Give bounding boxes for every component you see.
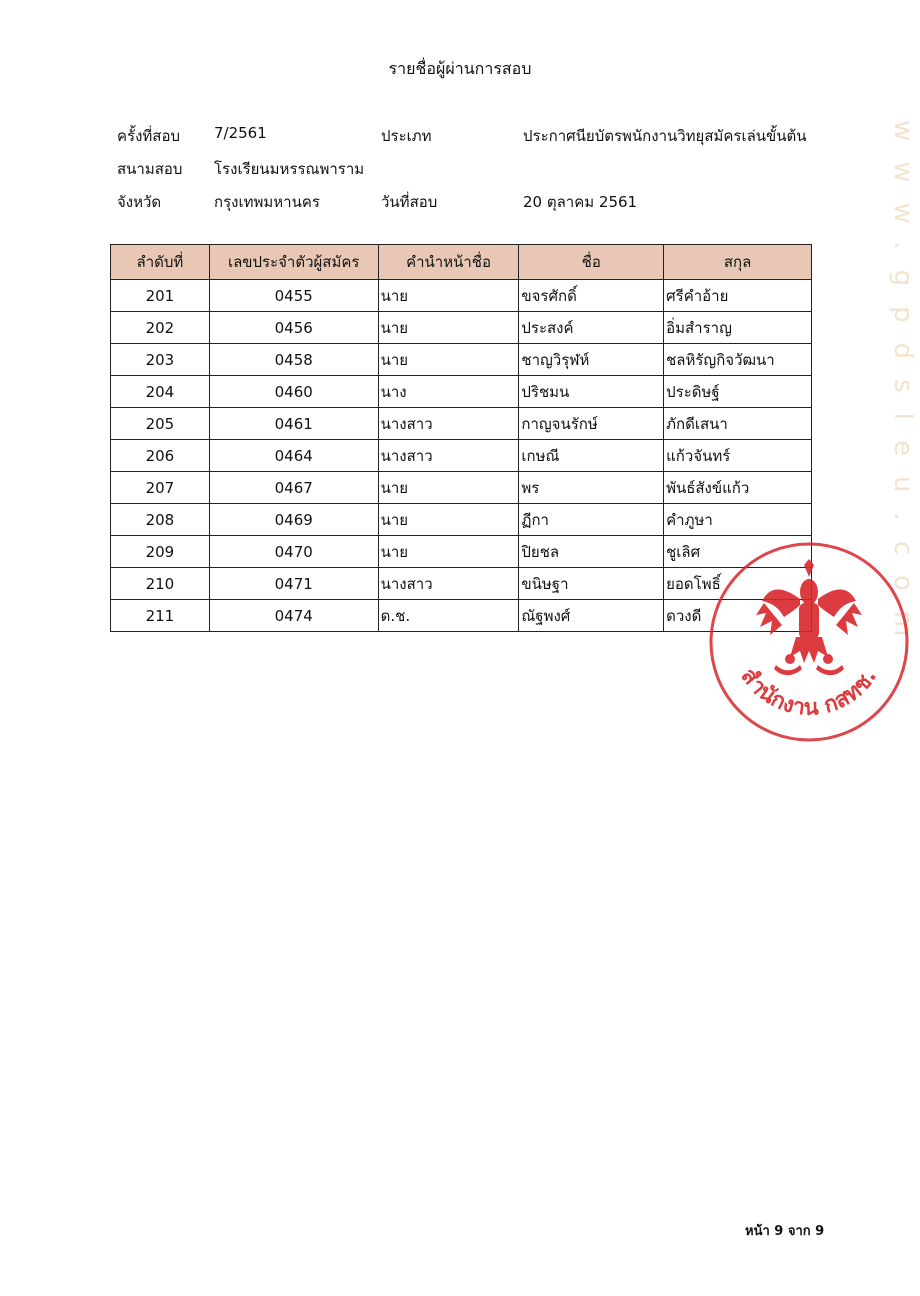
cell-prefix: นาย [378, 536, 519, 568]
cell-prefix: นาย [378, 312, 519, 344]
type-value: ประกาศนียบัตรพนักงานวิทยุสมัครเล่นขั้นต้น [523, 127, 807, 145]
cell-applicant-id: 0464 [209, 440, 378, 472]
cell-last-name: ชูเลิศ [664, 536, 812, 568]
province-label: จังหวัด [117, 193, 162, 211]
cell-order: 208 [111, 504, 210, 536]
page-title: รายชื่อผู้ผ่านการสอบ [388, 59, 532, 78]
table-header-row [111, 245, 812, 280]
cell-first-name: ขนิษฐา [519, 568, 664, 600]
cell-first-name: ปิยชล [519, 536, 664, 568]
svg-text:สำนักงาน กสทช. [736, 664, 882, 721]
cell-applicant-id: 0467 [209, 472, 378, 504]
cell-prefix: นาย [378, 344, 519, 376]
cell-applicant-id: 0474 [209, 600, 378, 632]
date-label: วันที่สอบ [381, 193, 438, 211]
cell-first-name: เกษณี [519, 440, 664, 472]
cell-first-name: ประสงค์ [519, 312, 664, 344]
table-row [111, 312, 812, 344]
header-last-name: สกุล [664, 245, 812, 280]
cell-prefix: นาย [378, 504, 519, 536]
cell-prefix: นางสาว [378, 568, 519, 600]
cell-order: 202 [111, 312, 210, 344]
cell-prefix: นางสาว [378, 440, 519, 472]
garuda-emblem-icon [756, 559, 862, 675]
cell-applicant-id: 0461 [209, 408, 378, 440]
round-label: ครั้งที่สอบ [117, 127, 180, 145]
venue-label: สนามสอบ [117, 160, 183, 178]
table-row [111, 472, 812, 504]
cell-order: 201 [111, 280, 210, 312]
venue-value: โรงเรียนมหรรณพาราม [214, 160, 365, 178]
website-watermark: www.gpdsleu.com [888, 120, 918, 657]
cell-first-name: ชาญวิรุฬห์ [519, 344, 664, 376]
cell-prefix: ด.ช. [378, 600, 519, 632]
cell-order: 209 [111, 536, 210, 568]
cell-order: 204 [111, 376, 210, 408]
cell-applicant-id: 0470 [209, 536, 378, 568]
cell-applicant-id: 0456 [209, 312, 378, 344]
cell-applicant-id: 0458 [209, 344, 378, 376]
cell-order: 210 [111, 568, 210, 600]
cell-last-name: อิ่มสำราญ [664, 312, 812, 344]
cell-prefix: นาย [378, 472, 519, 504]
cell-first-name: ณัฐพงศ์ [519, 600, 664, 632]
cell-first-name: กาญจนรักษ์ [519, 408, 664, 440]
cell-applicant-id: 0460 [209, 376, 378, 408]
cell-last-name: ยอดโพธิ์ [664, 568, 812, 600]
round-value: 7/2561 [214, 124, 267, 142]
header-applicant-id: เลขประจำตัวผู้สมัคร [209, 245, 378, 280]
cell-last-name: ประดิษฐ์ [664, 376, 812, 408]
seal-text: สำนักงาน กสทช. [735, 663, 883, 721]
cell-last-name: ภักดีเสนา [664, 408, 812, 440]
cell-prefix: นาง [378, 376, 519, 408]
table-row [111, 376, 812, 408]
cell-order: 205 [111, 408, 210, 440]
cell-applicant-id: 0471 [209, 568, 378, 600]
table-row [111, 344, 812, 376]
cell-last-name: พันธ์สังข์แก้ว [664, 472, 812, 504]
cell-prefix: นางสาว [378, 408, 519, 440]
cell-last-name: คำภูษา [664, 504, 812, 536]
cell-applicant-id: 0455 [209, 280, 378, 312]
cell-order: 211 [111, 600, 210, 632]
cell-last-name: ศรีคำอ้าย [664, 280, 812, 312]
date-value: 20 ตุลาคม 2561 [523, 193, 638, 211]
header-first-name: ชื่อ [519, 245, 664, 280]
cell-last-name: ชลหิรัญกิจวัฒนา [664, 344, 812, 376]
cell-last-name: แก้วจันทร์ [664, 440, 812, 472]
header-order: ลำดับที่ [111, 245, 210, 280]
table-row [111, 408, 812, 440]
cell-order: 206 [111, 440, 210, 472]
official-seal [704, 537, 914, 747]
cell-first-name: พร [519, 472, 664, 504]
cell-first-name: ฏีกา [519, 504, 664, 536]
cell-order: 203 [111, 344, 210, 376]
header-prefix: คำนำหน้าชื่อ [378, 245, 519, 280]
type-label: ประเภท [381, 127, 432, 145]
table-row [111, 440, 812, 472]
cell-prefix: นาย [378, 280, 519, 312]
cell-first-name: ขจรศักดิ์ [519, 280, 664, 312]
cell-applicant-id: 0469 [209, 504, 378, 536]
province-value: กรุงเทพมหานคร [214, 193, 320, 211]
table-row [111, 504, 812, 536]
cell-order: 207 [111, 472, 210, 504]
cell-first-name: ปริชมน [519, 376, 664, 408]
table-row [111, 280, 812, 312]
page-number: หน้า 9 จาก 9 [745, 1224, 825, 1239]
cell-last-name: ดวงดี [664, 600, 812, 632]
